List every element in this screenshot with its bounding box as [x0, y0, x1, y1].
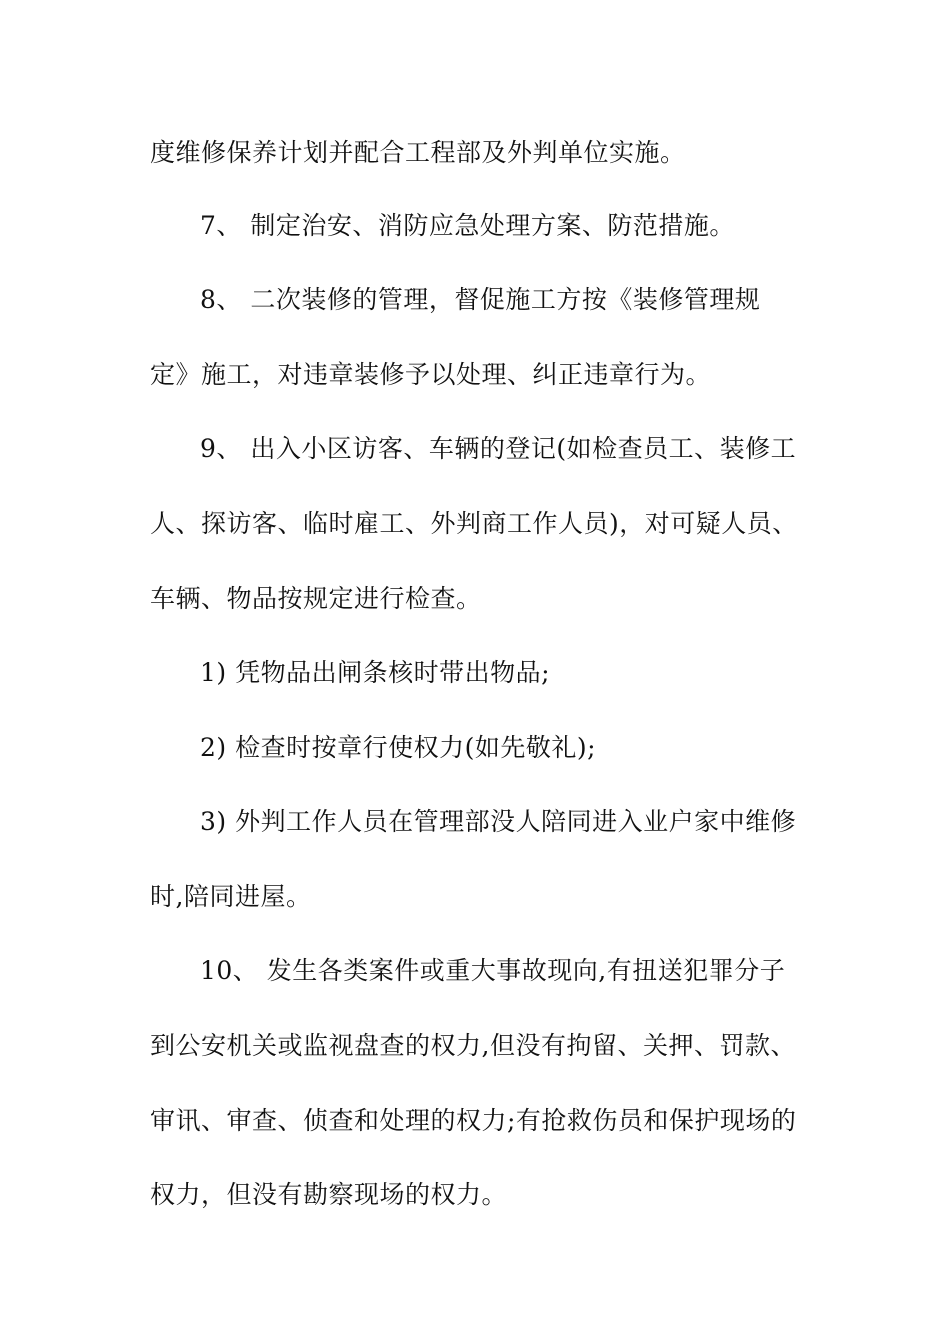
paragraph-line: 10、 发生各类案件或重大事故现向,有扭送犯罪分子: [200, 956, 786, 985]
paragraph-line: 审讯、审查、侦查和处理的权力;有抢救伤员和保护现场的: [150, 1106, 797, 1135]
paragraph-line: 定》施工，对违章装修予以处理、纠正违章行为。: [150, 360, 712, 389]
paragraph-line: 权力，但没有勘察现场的权力。: [150, 1180, 508, 1209]
list-item: 1) 凭物品出闸条核时带出物品;: [200, 658, 551, 687]
list-item: 2) 检查时按章行使权力(如先敬礼);: [200, 733, 597, 762]
paragraph-line: 8、 二次装修的管理，督促施工方按《装修管理规: [200, 285, 761, 314]
paragraph-line: 车辆、物品按规定进行检查。: [150, 584, 482, 613]
paragraph-line: 度维修保养计划并配合工程部及外判单位实施。: [150, 138, 686, 167]
paragraph-line: 7、 制定治安、消防应急处理方案、防范措施。: [200, 211, 735, 240]
paragraph-line: 到公安机关或监视盘查的权力,但没有拘留、关押、罚款、: [150, 1031, 796, 1060]
paragraph-line: 时,陪同进屋。: [150, 882, 312, 911]
list-item: 3) 外判工作人员在管理部没人陪同进入业户家中维修: [200, 807, 797, 836]
paragraph-line: 人、探访客、临时雇工、外判商工作人员)，对可疑人员、: [150, 509, 798, 538]
paragraph-line: 9、 出入小区访客、车辆的登记(如检查员工、装修工: [200, 434, 797, 463]
